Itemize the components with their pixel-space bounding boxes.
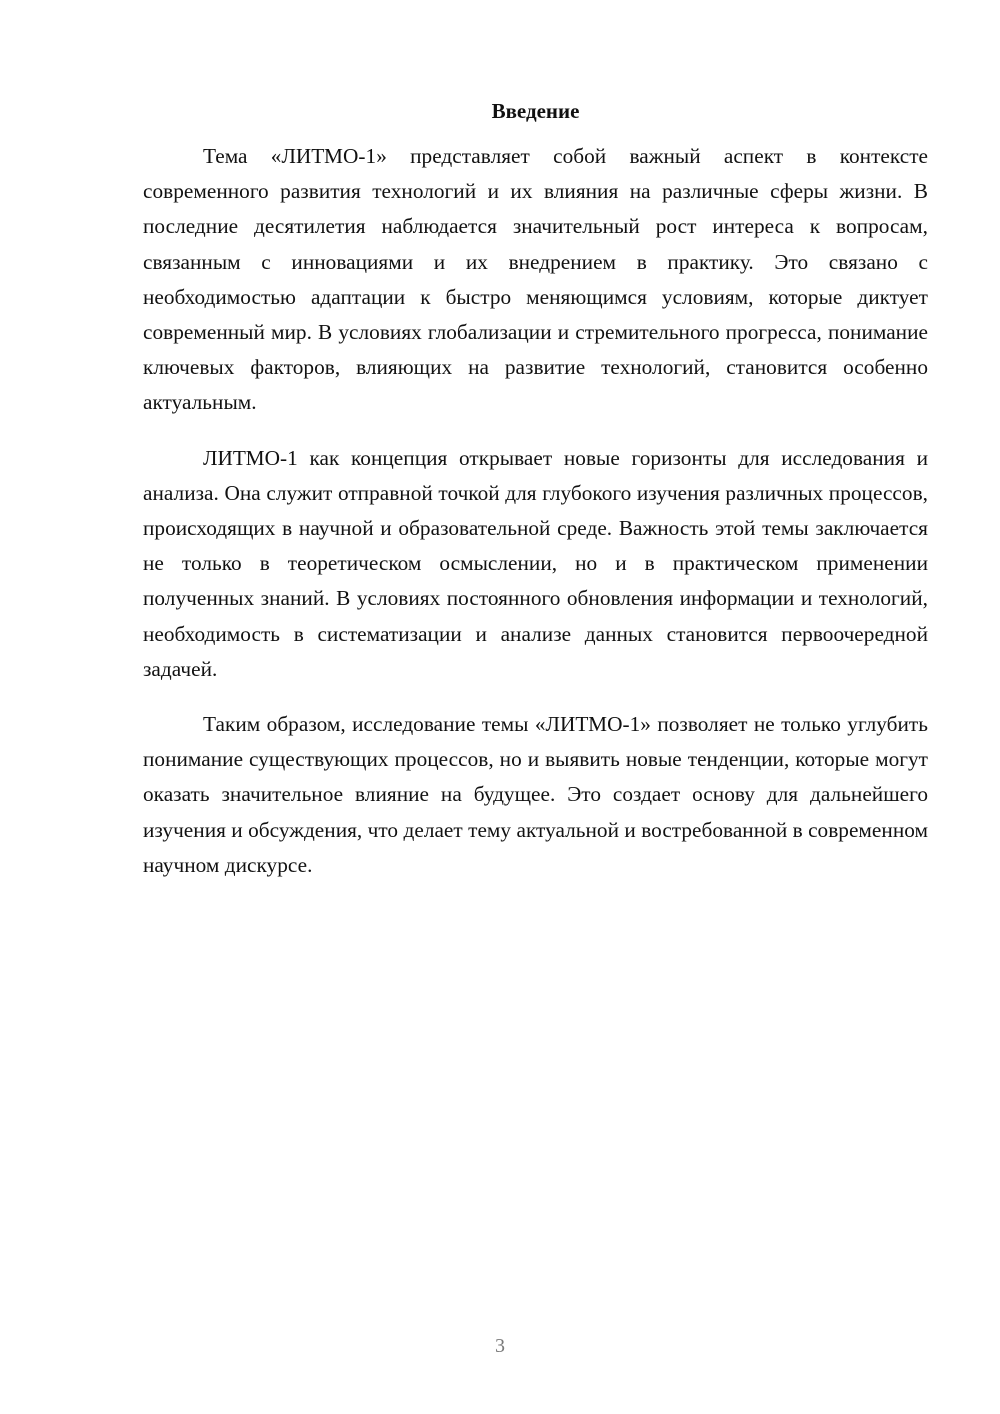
- page-number: 3: [495, 1335, 505, 1357]
- section-heading: Введение: [491, 99, 580, 123]
- page-content: [143, 96, 928, 903]
- paragraph-2: ЛИТМО-1 как концепция открывает новые горизонты для исследования и анализа. Она служит отправной точкой для глубокого изучения различных процессов, происходящих в научной и образовательной среде. Важность этой темы заключается не только в теоретическом осмыслении, но и в практическом применении полученных знаний. В условиях постоянного обновления информации и технологий, необходимость в систематизации и анализе данных становится первоочередной задачей.: [143, 445, 928, 681]
- paragraph-3: Таким образом, исследование темы «ЛИТМО-1» позволяет не только углубить понимание существующих процессов, но и выявить новые тенденции, которые могут оказать значительное влияние на будущее. Это создает основу для дальнейшего изучения и обсуждения, что делает тему актуальной и востребованной в современном научном дискурсе.: [143, 712, 928, 877]
- paragraph-1: Тема «ЛИТМО-1» представляет собой важный аспект в контексте современного развития технологий и их влияния на различные сферы жизни. В последние десятилетия наблюдается значительный рост интереса к вопросам, связанным с инновациями и их внедрением в практику. Это связано с необходимостью адаптации к быстро меняющимся условиям, которые диктует современный мир. В условиях глобализации и стремительного прогресса, понимание ключевых факторов, влияющих на развитие технологий, становится особенно актуальным.: [143, 144, 928, 415]
